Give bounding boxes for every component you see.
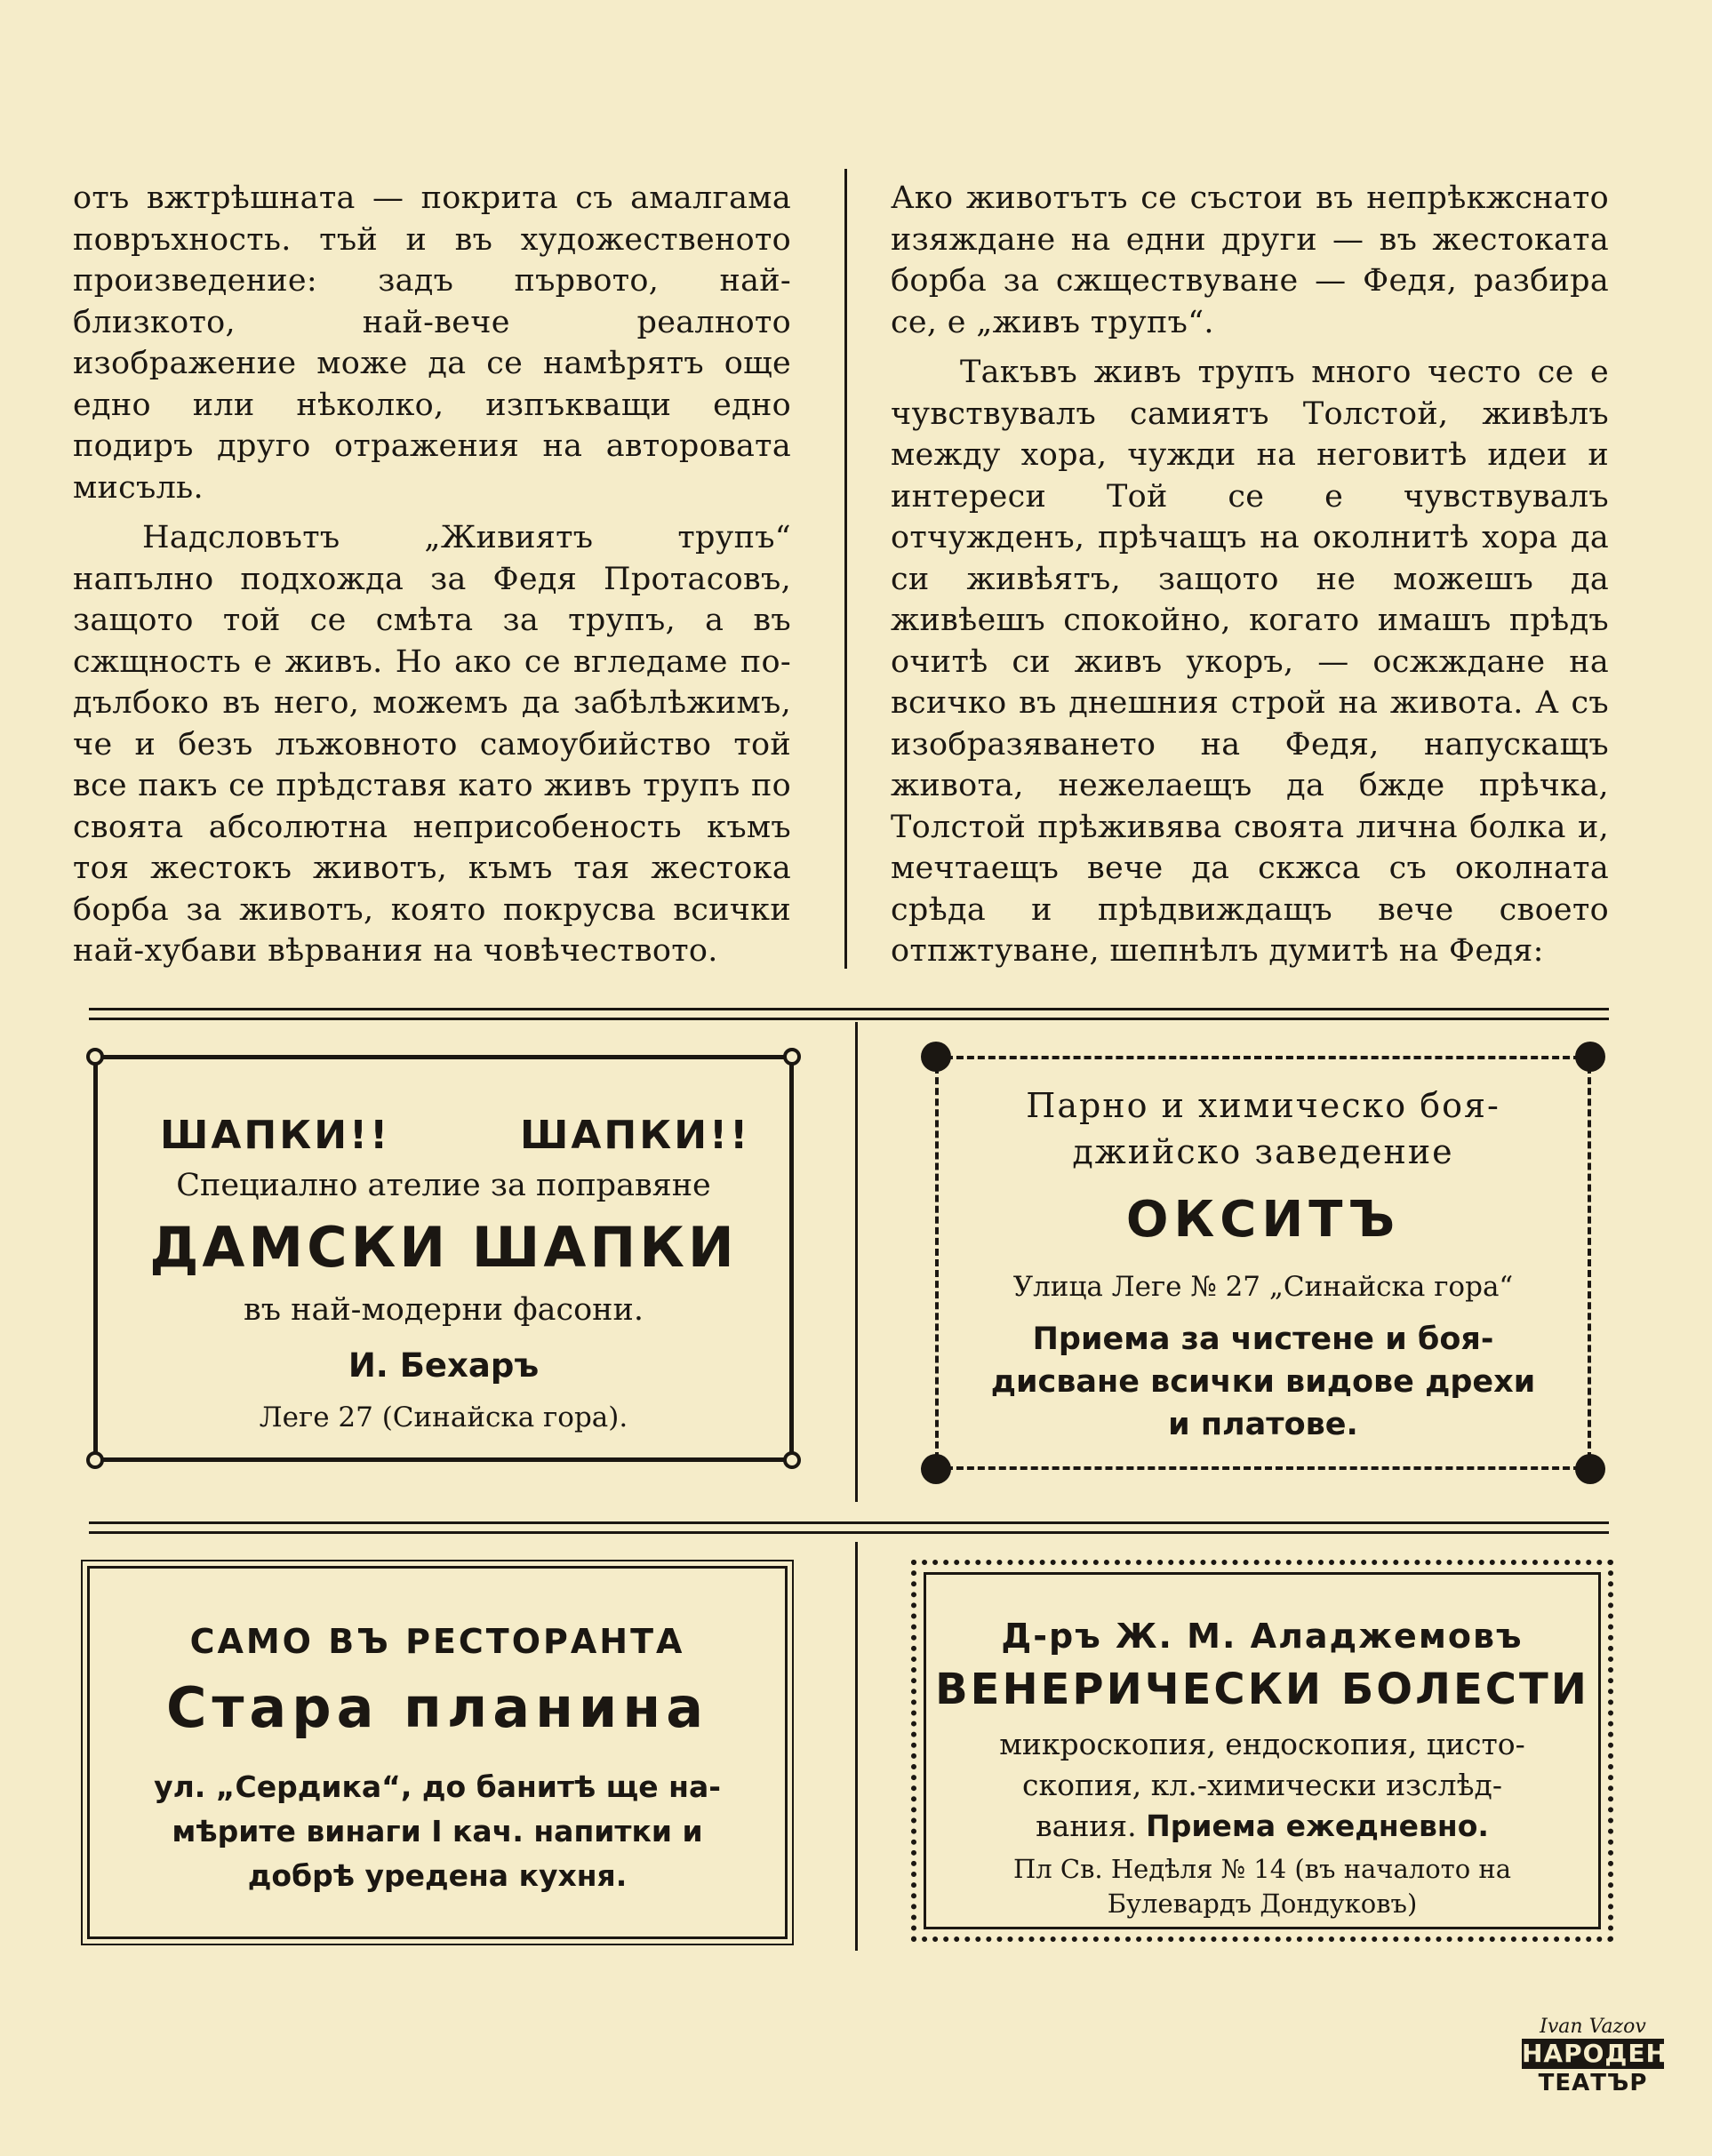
article-column-right <box>891 178 1609 972</box>
ad-oksit <box>935 1056 1591 1470</box>
ads-divider <box>855 1022 858 1502</box>
column-divider <box>844 169 847 969</box>
corner-ornament <box>86 1048 104 1066</box>
ad-text: джийско заведение <box>1072 1132 1454 1171</box>
corner-ornament <box>86 1451 104 1469</box>
ad-text: и платове. <box>1168 1407 1358 1442</box>
logo-text: ТЕАТЪР <box>1538 2070 1648 2096</box>
ad-address: Леге 27 (Синайска гора). <box>259 1401 628 1433</box>
corner-ornament <box>921 1454 951 1484</box>
paragraph: Надсловътъ „Живиятъ трупъ“ напълно подхожда за Федя Протасовъ, защото той се смѣта за трупъ, а въ сжщность е живъ. Но ако се вгледаме по-дълбоко въ него, можемъ да забѣлѣжимъ, че и безъ лъжовното самоубийство той все пакъ се прѣдставя като живъ трупъ по своята абсолютна неприсобеность къмъ тоя жестокъ животъ, къмъ тая жестока борба за животъ, която покрусва всички най-хубави вѣрвания на човѣчеството. <box>73 520 791 969</box>
ad-text: скопия, кл.-химически изслѣд- <box>1021 1768 1502 1802</box>
ad-title: ВЕНЕРИЧЕСКИ БОЛЕСТИ <box>935 1665 1589 1714</box>
ad-title: Стара планина <box>165 1675 709 1740</box>
corner-ornament <box>783 1048 801 1066</box>
paragraph: Такъвъ живъ трупъ много често се е чувствувалъ самиятъ Толстой, живѣлъ между хора, чужди на неговитѣ идеи и интереси Той се е чувствувалъ отчужденъ, прѣчащъ на околнитѣ хора да си живѣятъ, защото не можешъ да живѣешъ спокойно, когато имашъ прѣдъ очитѣ си живъ укоръ, — осжждане на всичко въ днешния строй на живота. А съ изобразяването на Федя, напускащъ живота, нежелаещъ да бжде прѣчка, Толстой прѣживява своята лична болка и, мечтаещъ вече да скжса съ околната срѣда и прѣдвиждащъ вече своето отпжтуване, шепнѣлъ думитѣ на Федя: <box>891 355 1609 969</box>
logo-text: НАРОДЕН <box>1522 2039 1668 2068</box>
ad-name: И. Бехаръ <box>348 1346 540 1385</box>
ad-text: Парно и химическо боя- <box>1026 1086 1500 1125</box>
section-divider <box>89 1008 1609 1020</box>
ad-text: вания. <box>1036 1809 1137 1843</box>
ad-title: ОКСИТЪ <box>1125 1191 1401 1249</box>
article-column-left <box>73 178 791 972</box>
ad-text: ул. „Сердика“, до банитѣ ще на- <box>154 1769 721 1804</box>
ad-text: микроскопия, ендоскопия, цисто- <box>999 1727 1525 1761</box>
national-theatre-logo <box>1522 2016 1668 2122</box>
logo-signature: Ivan Vazov <box>1540 2016 1646 2038</box>
ad-text-bold: Приема ежедневно. <box>1146 1809 1489 1843</box>
ad-name: Д-ръ Ж. М. Аладжемовъ <box>1001 1617 1524 1656</box>
ad-text: мѣрите винаги I кач. напитки и <box>172 1814 703 1849</box>
ad-title: ДАМСКИ ШАПКИ <box>149 1215 738 1280</box>
ad-restaurant <box>87 1566 788 1939</box>
ad-address: Пл Св. Недѣля № 14 (въ началото на <box>1012 1854 1511 1884</box>
ad-headline: САМО ВЪ РЕСТОРАНТА <box>189 1622 685 1661</box>
ad-text: добрѣ уредена кухня. <box>247 1858 628 1893</box>
ad-text: Специално ателие за поправяне <box>176 1168 711 1203</box>
ad-address: Булевардъ Дондуковъ) <box>1107 1888 1418 1919</box>
corner-ornament <box>783 1451 801 1469</box>
ad-doctor <box>911 1560 1613 1942</box>
ad-hats <box>93 1055 794 1462</box>
ad-address: Улица Леге № 27 „Синайска гора“ <box>1012 1271 1514 1303</box>
paragraph: Ако животътъ се състои въ непрѣкжснато изяждане на едни други — въ жестоката борба за сжществуване — Федя, разбира се, е „живъ трупъ“. <box>891 180 1609 340</box>
ad-text: въ най-модерни фасони. <box>244 1292 644 1328</box>
ad-headline: ШАПКИ!! <box>520 1113 751 1158</box>
corner-ornament <box>921 1042 951 1072</box>
ads-divider <box>855 1542 858 1951</box>
ad-headline: ШАПКИ!! <box>160 1113 391 1158</box>
ad-text: дисване всички видове дрехи <box>990 1364 1536 1400</box>
section-divider <box>89 1521 1609 1534</box>
corner-ornament <box>1575 1454 1605 1484</box>
ad-text: Приема за чистене и боя- <box>1032 1322 1494 1357</box>
paragraph: отъ вжтрѣшната — покрита съ амалгама повръхность. тъй и въ художественото произведение: задъ първото, най-близкото, най-вече реалното изображение може да се намѣрятъ още едно или нѣколко, изпъкващи едно подиръ друго отражения на авторовата мисъль. <box>73 180 791 506</box>
ad-text-line <box>916 1809 1608 1843</box>
corner-ornament <box>1575 1042 1605 1072</box>
